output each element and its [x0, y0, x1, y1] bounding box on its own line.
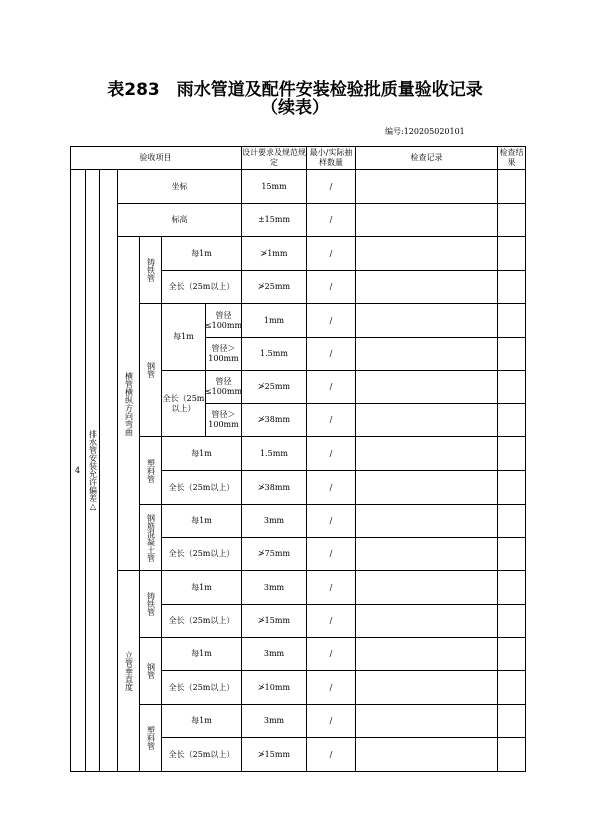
row-coord-record [356, 170, 498, 204]
header-item-text: 验收项目 [139, 152, 172, 162]
row-v-st-full-label-text: 全长（25m以上） [168, 682, 235, 692]
row-ci-m-design [242, 237, 307, 271]
row-v-st-full-sample-text: / [329, 682, 333, 692]
row-v-ci-full-sample [307, 605, 356, 638]
row-v-st-m-sample-text: / [329, 649, 333, 658]
row-v-ci-full-design [242, 605, 307, 638]
row-v-st-full-label [162, 671, 242, 705]
title-line-2: （续表） [261, 98, 329, 118]
row-v-ci-m-label [162, 571, 242, 605]
row-rc-m-sample [307, 505, 356, 538]
row-coord-sample [307, 170, 356, 204]
row-v-ci-m-result [498, 571, 526, 605]
row-v-pl-m-result [498, 705, 526, 738]
row-v-pl-m-design [242, 705, 307, 738]
row-v-pl-m-label [162, 705, 242, 738]
header-record-text: 检查记录 [410, 152, 443, 162]
row-v-ci-m-record [356, 571, 498, 605]
row-st-f2-label [206, 404, 242, 437]
row-st-f2-design-text: ≯38mm [257, 415, 291, 424]
row-rc-m-design [242, 505, 307, 538]
row-st-m2-design [242, 338, 307, 371]
row-number [70, 170, 86, 772]
row-pl-m-sample [307, 437, 356, 471]
row-rc-full-sample-text: / [329, 549, 333, 558]
row-v-pl-full-design [242, 738, 307, 772]
row-st-m1-result [498, 304, 526, 338]
row-v-ci-m-sample-text: / [329, 582, 333, 592]
row-v-st-full-design-text: ≯10mm [257, 682, 291, 692]
row-st-f2-result [498, 404, 526, 437]
row-coord-label [118, 170, 242, 204]
header-design [242, 146, 307, 170]
row-v-pl-full-record [356, 738, 498, 772]
row-st-m1-sample [307, 304, 356, 338]
row-v-st-full-sample [307, 671, 356, 705]
row-st-f2-label-text: 管径＞100mm [208, 410, 239, 429]
row-st-f1-label-text: 管径≤100mm [204, 377, 243, 396]
row-st-f1-sample [307, 371, 356, 404]
row-rc-m-label-text: 每1m [191, 516, 212, 525]
row-v-ci-full-design-text: ≯15mm [257, 616, 291, 625]
row-ci-m-sample [307, 237, 356, 271]
row-st-m2-label-text: 管径＞100mm [208, 344, 239, 363]
row-v-st-m-label-text: 每1m [191, 649, 212, 658]
row-rc-m-sample-text: / [329, 516, 333, 525]
row-v-st-full-record [356, 671, 498, 705]
row-pl-m-design-text: 1.5mm [260, 448, 288, 458]
row-pl-full-design [242, 471, 307, 505]
record-code: 编号:120205020101 [385, 127, 465, 136]
row-st-f1-result [498, 371, 526, 404]
row-v-ci-m-design-text: 3mm [263, 582, 285, 592]
row-st-m1-record [356, 304, 498, 338]
row-rc-m-design-text: 3mm [263, 516, 285, 525]
row-v-pl-m-sample-text: / [329, 716, 333, 725]
row-rc-full-sample [307, 538, 356, 571]
row-v-st-full-result [498, 671, 526, 705]
steel-label-text: 钢管 [146, 362, 156, 378]
v-cast-iron-label [140, 571, 162, 638]
row-st-m1-label [206, 304, 242, 338]
row-v-pl-full-label [162, 738, 242, 772]
header-result-text: 检查结果 [499, 147, 524, 167]
row-v-st-m-design-text: 3mm [263, 649, 285, 658]
row-ci-m-record [356, 237, 498, 271]
row-v-st-m-design [242, 638, 307, 671]
row-coord-result [498, 170, 526, 204]
v-plastic-label-text: 塑料管 [146, 726, 156, 750]
row-pl-m-record [356, 437, 498, 471]
row-pl-full-result [498, 471, 526, 505]
horiz-label [118, 237, 140, 571]
header-result [498, 146, 526, 170]
header-sample [307, 146, 356, 170]
group-main-label-text: 排水管安装允许偏差△ [88, 430, 98, 511]
row-st-f1-design [242, 371, 307, 404]
row-elev-label-text: 标高 [171, 215, 188, 224]
v-cast-iron-label-text: 铸铁管 [146, 592, 156, 616]
row-pl-m-result [498, 437, 526, 471]
row-ci-full-design [242, 271, 307, 304]
row-v-ci-m-label-text: 每1m [191, 582, 212, 592]
row-v-pl-full-sample [307, 738, 356, 772]
row-pl-full-record [356, 471, 498, 505]
row-v-ci-full-label [162, 605, 242, 638]
header-sample-text: 最小/实际抽样数量 [309, 147, 353, 167]
row-pl-m-design [242, 437, 307, 471]
row-v-pl-full-sample-text: / [329, 749, 333, 759]
header-item [70, 146, 242, 170]
row-elev-sample [307, 204, 356, 237]
cast-iron-label [140, 237, 162, 304]
row-rc-full-design [242, 538, 307, 571]
group-spacer [100, 170, 118, 772]
row-elev-result [498, 204, 526, 237]
plastic-label [140, 437, 162, 505]
row-coord-label-text: 坐标 [171, 181, 188, 191]
row-st-f1-label [206, 371, 242, 404]
row-ci-m-design-text: ≯1mm [260, 248, 288, 258]
row-st-m1-design [242, 304, 307, 338]
row-ci-full-design-text: ≯25mm [257, 282, 291, 291]
row-st-m1-sample-text: / [329, 315, 333, 325]
row-pl-m-label [162, 437, 242, 471]
steel-per-m-label [162, 304, 206, 371]
row-v-st-m-label [162, 638, 242, 671]
row-v-st-full-design [242, 671, 307, 705]
row-v-ci-m-sample [307, 571, 356, 605]
row-v-ci-full-result [498, 605, 526, 638]
steel-per-m-label-text: 每1m [173, 332, 194, 341]
row-st-m2-label [206, 338, 242, 371]
row-st-f1-design-text: ≯25mm [257, 382, 291, 391]
row-rc-m-record [356, 505, 498, 538]
row-ci-full-result [498, 271, 526, 304]
row-elev-design-text: ±15mm [257, 215, 291, 224]
row-st-m2-design-text: 1.5mm [260, 349, 288, 358]
row-v-pl-m-record [356, 705, 498, 738]
header-design-text: 设计要求及规范规定 [242, 147, 306, 167]
group-main-label [86, 170, 100, 772]
row-pl-full-label-text: 全长（25m以上） [168, 482, 235, 492]
row-ci-m-label [162, 237, 242, 271]
row-rc-full-label [162, 538, 242, 571]
steel-label [140, 304, 162, 437]
row-v-ci-m-design [242, 571, 307, 605]
row-ci-full-sample [307, 271, 356, 304]
row-v-ci-full-sample-text: / [329, 616, 333, 625]
rc-label-text: 钢筋混凝土管 [146, 513, 156, 562]
row-coord-sample-text: / [329, 181, 333, 191]
v-plastic-label [140, 705, 162, 772]
row-coord-design-text: 15mm [261, 181, 287, 191]
v-steel-label-text: 钢管 [146, 663, 156, 679]
row-ci-full-label [162, 271, 242, 304]
row-elev-design [242, 204, 307, 237]
row-pl-full-design-text: ≯38mm [257, 482, 291, 492]
row-pl-m-sample-text: / [329, 448, 333, 458]
row-v-pl-full-label-text: 全长（25m以上） [168, 749, 235, 759]
row-v-pl-full-result [498, 738, 526, 772]
row-st-m2-result [498, 338, 526, 371]
row-st-f2-sample-text: / [329, 415, 333, 424]
row-ci-m-result [498, 237, 526, 271]
horiz-label-text: 横管横纵方向弯曲 [124, 371, 134, 436]
row-st-m1-label-text: 管径≤100mm [204, 310, 243, 330]
row-rc-m-result [498, 505, 526, 538]
row-ci-full-record [356, 271, 498, 304]
row-number-text: 4 [74, 465, 81, 475]
row-v-pl-m-design-text: 3mm [263, 716, 285, 725]
row-pl-m-label-text: 每1m [191, 448, 212, 458]
row-st-f2-record [356, 404, 498, 437]
row-pl-full-label [162, 471, 242, 505]
row-ci-m-sample-text: / [329, 248, 333, 258]
row-ci-full-sample-text: / [329, 282, 333, 291]
title-line-1: 表283 雨水管道及配件安装检验批质量验收记录 [107, 80, 483, 100]
row-rc-m-label [162, 505, 242, 538]
row-st-f1-record [356, 371, 498, 404]
row-elev-label [118, 204, 242, 237]
row-elev-sample-text: / [329, 215, 333, 224]
rc-label [140, 505, 162, 571]
row-st-m2-sample-text: / [329, 349, 333, 358]
row-v-st-m-sample [307, 638, 356, 671]
row-st-f2-design [242, 404, 307, 437]
row-pl-full-sample-text: / [329, 482, 333, 492]
row-elev-record [356, 204, 498, 237]
row-v-ci-full-label-text: 全长（25m以上） [168, 616, 235, 625]
steel-full-label [162, 371, 206, 437]
header-record [356, 146, 498, 170]
row-st-f1-sample-text: / [329, 382, 333, 391]
row-v-st-m-record [356, 638, 498, 671]
cast-iron-label-text: 铸铁管 [146, 258, 156, 282]
vert-label-text: 立管垂直度 [124, 651, 134, 691]
row-st-m2-record [356, 338, 498, 371]
vert-label [118, 571, 140, 772]
row-pl-full-sample [307, 471, 356, 505]
v-steel-label [140, 638, 162, 705]
row-rc-full-result [498, 538, 526, 571]
plastic-label-text: 塑料管 [146, 458, 156, 483]
row-v-pl-m-label-text: 每1m [191, 716, 212, 725]
row-st-m2-sample [307, 338, 356, 371]
row-rc-full-label-text: 全长（25m以上） [168, 549, 235, 558]
row-ci-full-label-text: 全长（25m以上） [168, 282, 235, 291]
row-ci-m-label-text: 每1m [191, 248, 212, 258]
row-st-f2-sample [307, 404, 356, 437]
row-v-pl-full-design-text: ≯15mm [257, 749, 291, 759]
row-coord-design [242, 170, 307, 204]
row-v-st-m-result [498, 638, 526, 671]
row-rc-full-design-text: ≯75mm [257, 549, 291, 558]
row-v-ci-full-record [356, 605, 498, 638]
row-v-pl-m-sample [307, 705, 356, 738]
row-st-m1-design-text: 1mm [263, 315, 285, 325]
row-rc-full-record [356, 538, 498, 571]
steel-full-label-text: 全长（25m以上） [162, 393, 205, 413]
